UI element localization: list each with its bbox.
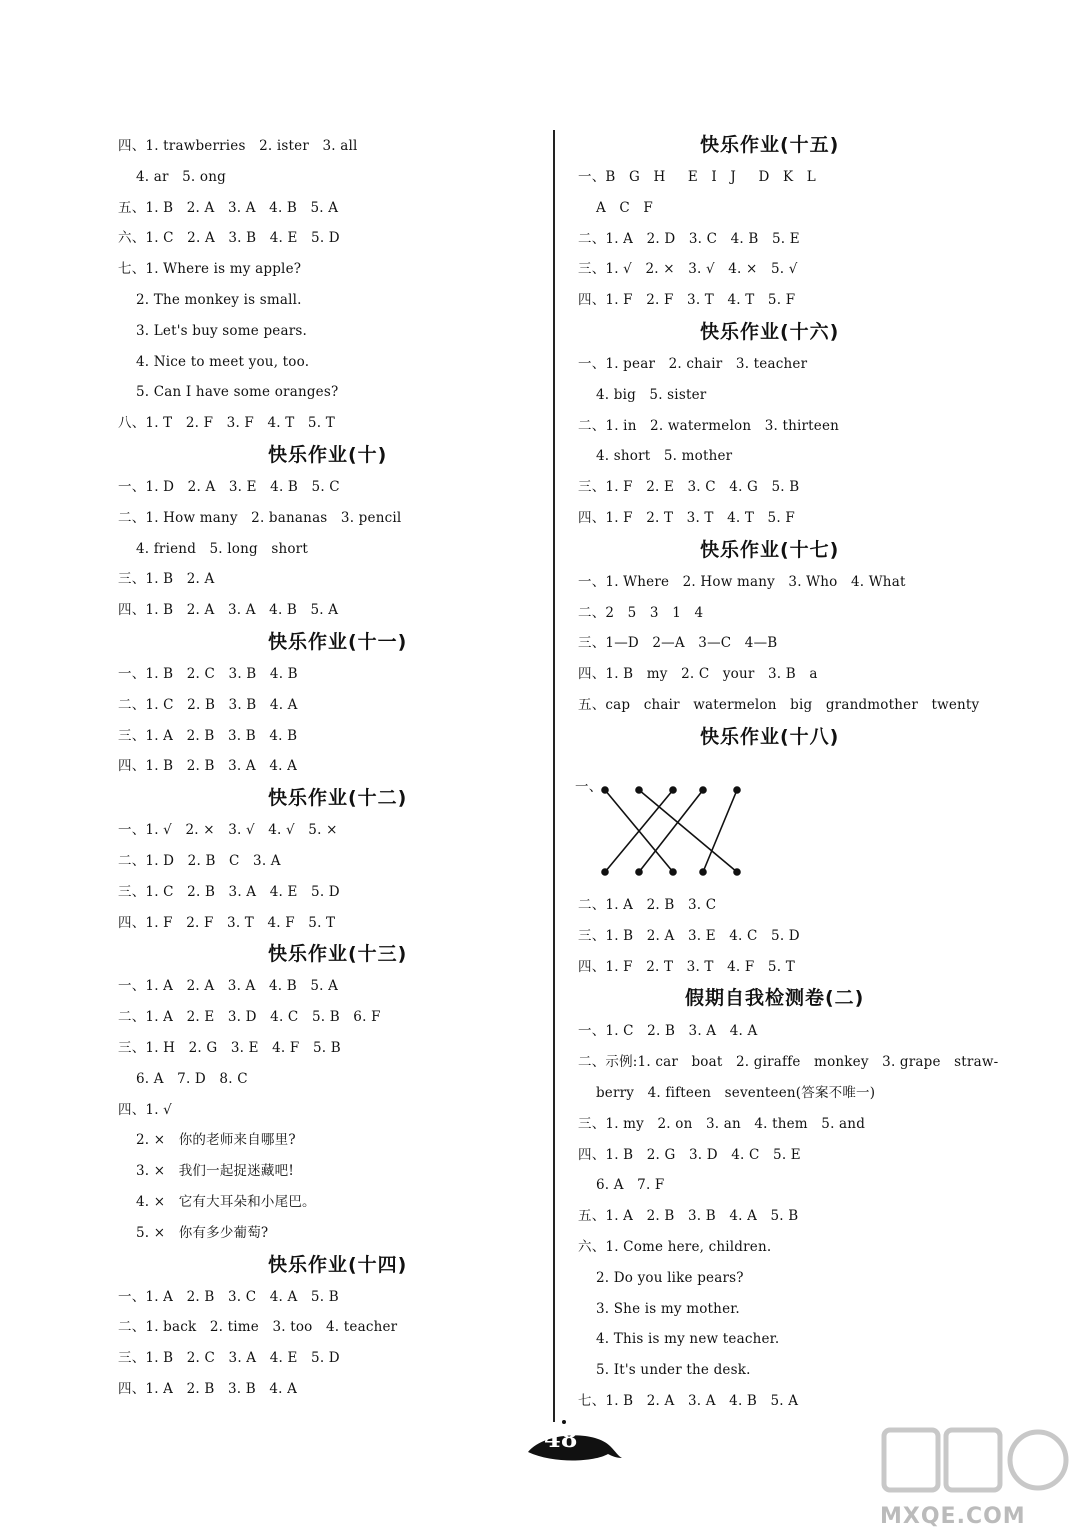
answer-line: 4. ar 5. ong [118, 168, 226, 185]
answer-line: 2. The monkey is small. [118, 292, 302, 308]
section-heading: 快乐作业(十一) [268, 631, 408, 653]
answer-line: 二、1. A 2. B 3. C [578, 897, 717, 913]
answer-line: 六、1. Come here, children. [578, 1239, 772, 1255]
section-heading: 快乐作业(十六) [700, 321, 840, 343]
answer-line: A C F [578, 199, 653, 216]
answer-line: 2. × 你的老师来自哪里? [118, 1132, 296, 1149]
answer-line: 二、1. D 2. B C 3. A [118, 853, 281, 869]
section-heading: 快乐作业(十八) [700, 725, 840, 748]
answer-line: 三、1. √ 2. × 3. √ 4. × 5. √ [578, 261, 798, 278]
section-heading: 快乐作业(十四) [268, 1253, 408, 1276]
answer-line: 四、1. B 2. G 3. D 4. C 5. E [578, 1146, 801, 1163]
answer-line: 八、1. T 2. F 3. F 4. T 5. T [118, 415, 335, 432]
page-number-text: 48 [544, 1424, 578, 1453]
answer-line: 一、1. C 2. B 3. A 4. A [578, 1023, 758, 1040]
answer-line: 一、B G H E I J D K L [578, 169, 816, 185]
answer-line: 一、1. pear 2. chair 3. teacher [578, 356, 808, 372]
answer-line: 三、1. B 2. A 3. E 4. C 5. D [578, 927, 800, 944]
answer-line: 三、1. F 2. E 3. C 4. G 5. B [578, 479, 800, 496]
answer-line: 四、1. F 2. T 3. T 4. F 5. T [578, 958, 795, 975]
answer-line: 七、1. Where is my apple? [118, 261, 302, 278]
answer-line: 3. Let's buy some pears. [118, 322, 307, 339]
answer-line: 五、1. A 2. B 3. B 4. A 5. B [578, 1208, 799, 1225]
answer-line: 4. short 5. mother [578, 448, 733, 465]
answer-line: 2. Do you like pears? [578, 1269, 744, 1286]
answer-line: 3. × 我们一起捉迷藏吧! [118, 1163, 294, 1180]
section-heading: 快乐作业(十五) [700, 134, 840, 156]
page-number [524, 1416, 624, 1466]
matching-diagram [575, 778, 755, 892]
answer-line: 一、1. B 2. C 3. B 4. B [118, 666, 298, 682]
answer-line: 4. This is my new teacher. [578, 1331, 780, 1348]
answer-line: 二、1. A 2. E 3. D 4. C 5. B 6. F [118, 1009, 381, 1026]
answer-line: 一、1. Where 2. How many 3. Who 4. What [578, 573, 906, 590]
answer-line: 七、1. B 2. A 3. A 4. B 5. A [578, 1393, 799, 1409]
answer-line: 二、1. back 2. time 3. too 4. teacher [118, 1319, 398, 1336]
answer-line: 二、2 5 3 1 4 [578, 604, 704, 621]
answer-line: 四、1. A 2. B 3. B 4. A [118, 1381, 298, 1397]
answer-line: 一、1. A 2. A 3. A 4. B 5. A [118, 978, 339, 995]
answer-line: 三、1. my 2. on 3. an 4. them 5. and [578, 1115, 866, 1132]
answer-line: 4. × 它有大耳朵和小尾巴。 [118, 1194, 316, 1210]
watermark-text: MXQE.COM [880, 1504, 1026, 1529]
answer-line: 四、1. B 2. A 3. A 4. B 5. A [118, 602, 339, 619]
column-divider [553, 130, 555, 1422]
answer-line: 二、示例:1. car boat 2. giraffe monkey 3. grape straw- [578, 1054, 999, 1071]
answer-line: 4. friend 5. long short [118, 540, 308, 557]
answer-line: 5. × 你有多少葡萄? [118, 1224, 269, 1241]
answer-line: 二、1. A 2. D 3. C 4. B 5. E [578, 230, 800, 247]
answer-line: 三、1. B 2. C 3. A 4. E 5. D [118, 1350, 340, 1367]
answer-line: 4. Nice to meet you, too. [118, 353, 310, 370]
match-label: 一、 [575, 779, 603, 795]
answer-line: 三、1. H 2. G 3. E 4. F 5. B [118, 1040, 341, 1056]
section-heading: 快乐作业(十三) [268, 943, 408, 966]
section-heading: 假期自我检测卷(二) [685, 987, 865, 1010]
answer-line: 3. She is my mother. [578, 1300, 740, 1317]
answer-line: 5. Can I have some oranges? [118, 384, 339, 401]
answer-line: 六、1. C 2. A 3. B 4. E 5. D [118, 230, 340, 247]
answer-line: 三、1. B 2. A [118, 571, 215, 588]
answer-line: 6. A 7. F [578, 1177, 665, 1194]
answer-line: 四、1. F 2. T 3. T 4. T 5. F [578, 510, 795, 526]
answer-line: 四、1. B 2. B 3. A 4. A [118, 758, 298, 775]
answer-logo-icon [880, 1420, 1070, 1504]
answer-line: 四、1. √ [118, 1101, 172, 1118]
watermark [880, 1420, 1070, 1530]
answer-line: 三、1. C 2. B 3. A 4. E 5. D [118, 883, 340, 900]
section-heading: 快乐作业(十二) [268, 787, 408, 810]
answer-line: 6. A 7. D 8. C [118, 1070, 248, 1087]
answer-line: 一、1. A 2. B 3. C 4. A 5. B [118, 1288, 339, 1305]
answer-line: berry 4. fifteen seventeen(答案不唯一) [578, 1085, 876, 1101]
answer-line: 三、1—D 2—A 3—C 4—B [578, 635, 778, 652]
answer-line: 三、1. A 2. B 3. B 4. B [118, 727, 298, 744]
answer-line: 四、1. F 2. F 3. T 4. T 5. F [578, 292, 796, 309]
answer-line: 五、cap chair watermelon big grandmother twenty [578, 697, 980, 713]
answer-line: 二、1. in 2. watermelon 3. thirteen [578, 417, 840, 434]
answer-line: 四、1. B my 2. C your 3. B a [578, 666, 818, 683]
answer-line: 五、1. B 2. A 3. A 4. B 5. A [118, 199, 339, 216]
section-heading: 快乐作业(十七) [700, 538, 840, 561]
answer-line: 二、1. How many 2. bananas 3. pencil [118, 509, 402, 526]
answer-line: 四、1. trawberries 2. ister 3. all [118, 138, 358, 154]
answer-line: 四、1. F 2. F 3. T 4. F 5. T [118, 914, 336, 931]
answer-line: 二、1. C 2. B 3. B 4. A [118, 696, 298, 713]
answer-line: 5. It's under the desk. [578, 1362, 751, 1379]
answer-line: 一、1. D 2. A 3. E 4. B 5. C [118, 479, 340, 495]
answer-line: 4. big 5. sister [578, 386, 707, 403]
section-heading: 快乐作业(十) [268, 444, 388, 466]
answer-line: 一、1. √ 2. × 3. √ 4. √ 5. × [118, 822, 338, 839]
